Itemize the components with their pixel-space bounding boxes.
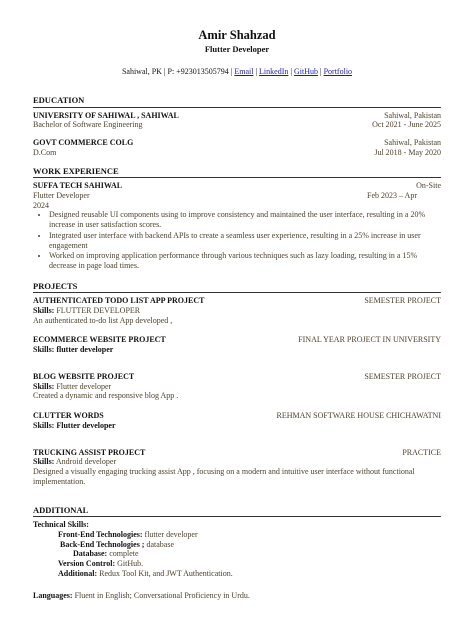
project-name: TRUCKING ASSIST PROJECT (33, 447, 146, 457)
skills-value: FLUTTER DEVELOPER (54, 305, 141, 315)
project-tag: PRACTICE (402, 447, 441, 457)
tech-skill-key: Front-End Technologies: (58, 529, 143, 539)
education-dates: Oct 2021 - June 2025 (372, 120, 441, 130)
project-description: Created a dynamic and responsive blog App . (33, 391, 179, 401)
technical-skills-list (58, 530, 441, 579)
candidate-name: Amir Shahzad (198, 28, 276, 42)
project-skills (33, 421, 441, 431)
school-location: Sahiwal, Pakistan (384, 138, 441, 148)
experience-bullets (33, 210, 441, 271)
tech-skill-line (58, 569, 441, 579)
skills-value: flutter developer (54, 345, 114, 355)
job-dates: Feb 2023 – Apr (367, 190, 417, 200)
skills-label: Skills: (33, 381, 55, 391)
project-item (33, 372, 441, 401)
candidate-role: Flutter Developer (204, 44, 270, 55)
additional-heading: ADDITIONAL (33, 505, 441, 517)
job-role: Flutter Developer (33, 190, 90, 200)
education-heading: EDUCATION (33, 95, 441, 107)
project-tag: REHMAN SOFTWARE HOUSE CHICHAWATNI (276, 411, 441, 421)
experience-bullet: • Worked on improving application performance through various techniques such as lazy loading, resulting in a 15% decrease in page load times. (49, 251, 441, 271)
school-name: GOVT COMMERCE COLG (33, 138, 134, 148)
education-dates: Jul 2018 - May 2020 (374, 147, 441, 157)
separator: | (319, 66, 322, 76)
tech-skill-line (58, 530, 441, 540)
work-mode: On-Site (416, 181, 441, 191)
project-name: ECOMMERCE WEBSITE PROJECT (33, 335, 166, 345)
tech-skill-value: Redux Tool Kit, and JWT Authentication. (97, 568, 233, 578)
tech-skill-line (73, 549, 441, 559)
project-description: An authenticated to-do list App developed , (33, 315, 173, 325)
separator: | (290, 66, 292, 76)
education-entry (33, 111, 441, 131)
project-tag: SEMESTER PROJECT (364, 371, 441, 381)
github-link[interactable]: GitHub (293, 66, 318, 76)
experience-entry (33, 181, 441, 271)
job-year: 2024 (33, 200, 49, 210)
languages-label: Languages: (33, 590, 73, 600)
tech-skill-key: Additional: (58, 568, 98, 578)
tech-skill-line (58, 559, 441, 569)
project-tag: SEMESTER PROJECT (364, 296, 441, 306)
skills-label: Skills: (33, 345, 55, 355)
skills-value: Flutter developer (54, 381, 112, 391)
experience-bullet: • Designed reusable UI components using to improve consistency and maintained the user interface, resulting in a 20% increase in user satisfaction scores. (49, 210, 441, 230)
projects-heading: PROJECTS (33, 281, 441, 293)
project-item (33, 411, 441, 431)
separator: | (255, 66, 258, 76)
tech-skill-key: Back-End Technologies ; (60, 539, 145, 549)
project-skills (33, 345, 441, 355)
skills-label: Skills: (33, 420, 55, 430)
contact-line (33, 67, 441, 77)
project-skills (33, 457, 441, 467)
degree: Bachelor of Software Engineering (33, 120, 143, 130)
degree: D.Com (33, 147, 57, 157)
skills-label: Skills: (33, 305, 55, 315)
location-phone: Sahiwal, PK | P: +923013505794 | (121, 66, 233, 76)
email-link[interactable]: Email (234, 66, 254, 76)
tech-skill-value: complete (107, 549, 139, 559)
education-entry (33, 138, 441, 158)
project-name: CLUTTER WORDS (33, 411, 104, 421)
school-location: Sahiwal, Pakistan (384, 110, 441, 120)
languages-line (33, 591, 441, 601)
project-name: AUTHENTICATED TODO LIST APP PROJECT (33, 296, 205, 306)
skills-value: Flutter developer (54, 420, 116, 430)
school-name: UNIVERSITY OF SAHIWAL , SAHIWAL (33, 110, 179, 120)
linkedin-link[interactable]: LinkedIn (259, 66, 289, 76)
tech-skill-value: flutter developer (142, 529, 198, 539)
technical-skills-title: Technical Skills: (33, 520, 89, 530)
project-item (33, 335, 441, 355)
languages-value: Fluent in English; Conversational Proficiency in Urdu. (72, 590, 250, 600)
tech-skill-key: Database: (73, 549, 108, 559)
project-skills (33, 306, 441, 316)
project-name: BLOG WEBSITE PROJECT (33, 371, 135, 381)
company-name: SUFFA TECH SAHIWAL (33, 181, 123, 191)
project-tag: FINAL YEAR PROJECT IN UNIVERSITY (298, 335, 441, 345)
tech-skill-value: database (144, 539, 175, 549)
skills-value: Android developer (54, 457, 117, 467)
skills-label: Skills: (33, 457, 55, 467)
project-description: Designed a visually engaging trucking assist App , focusing on a modern and intuitive user interface without functional implementation. (33, 467, 415, 486)
project-item (33, 448, 441, 487)
project-item (33, 296, 441, 325)
experience-bullet: • Integrated user interface with backend APIs to create a seamless user experience, resulting in a 25% increase in user engagement (49, 231, 441, 251)
tech-skill-line (60, 540, 441, 550)
experience-heading: WORK EXPERIENCE (33, 166, 441, 178)
tech-skill-value: GitHub. (115, 559, 144, 569)
tech-skill-key: Version Control: (58, 559, 116, 569)
portfolio-link[interactable]: Portfolio (323, 66, 353, 76)
project-skills (33, 382, 441, 392)
